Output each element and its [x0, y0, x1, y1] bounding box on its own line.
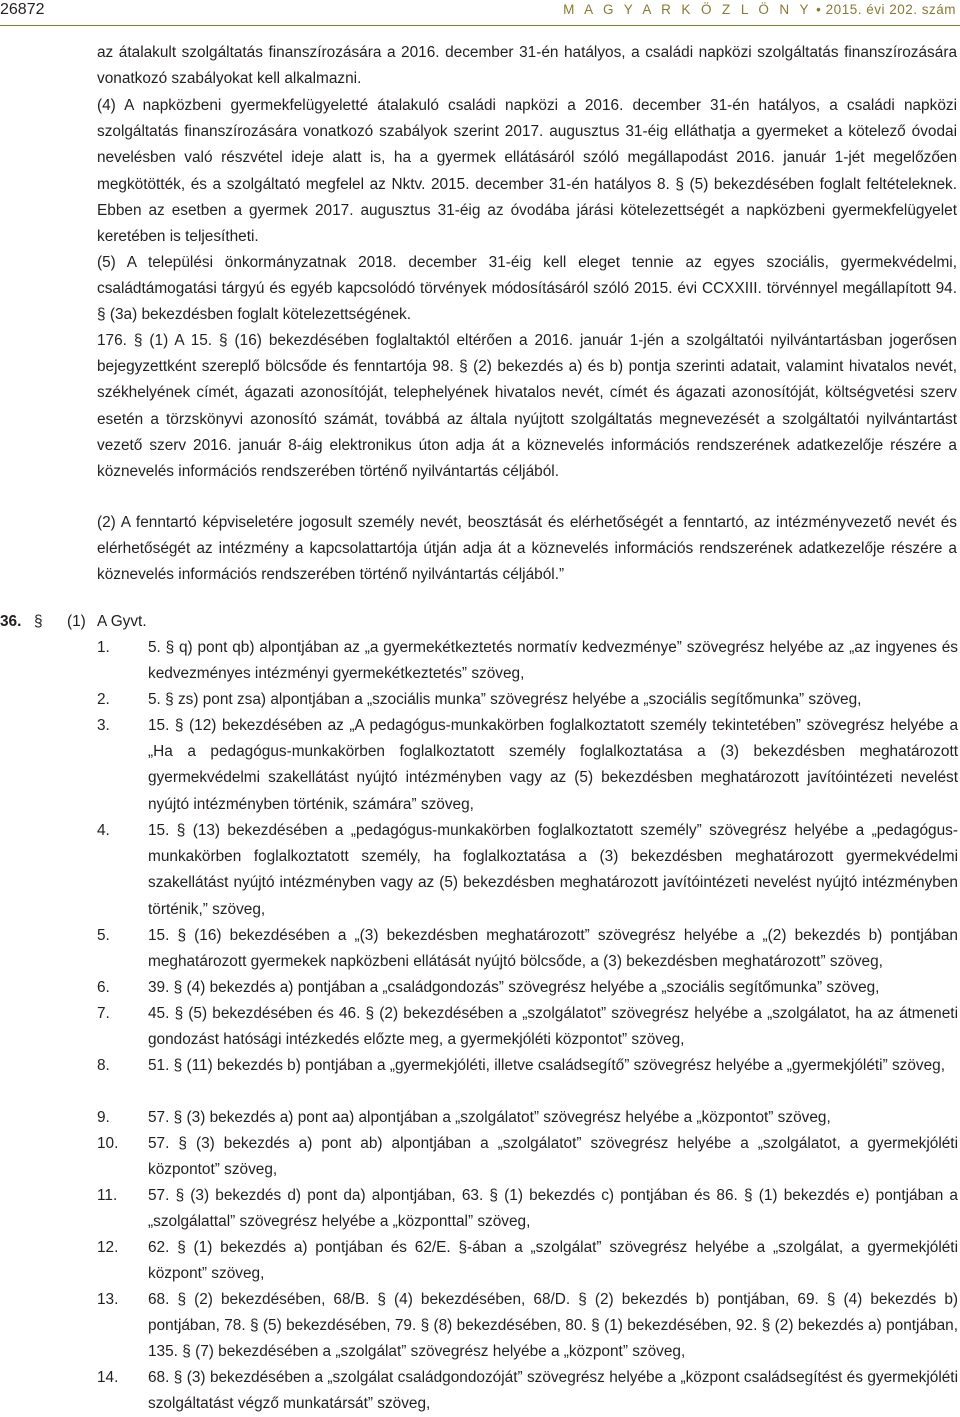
paragraph-176-1: 176. § (1) A 15. § (16) bekezdésében foglaltaktól eltérően a 2016. január 1-jén a szolgáltatói nyilvántartásban jogerősen bejegyzettként szereplő bölcsőde és fenntartója 98. § (2) bekezdés a) és b) pontja szerinti adatait, valamint hivatalos nevét, székhelyének címét, ágazati azonosítóját, telephelyének hivatalos nevét, címét és ágazati azonosítóját, költségvetési szerv esetén a törzskönyvi azonosító számát, továbbá az általa nyújtott szolgáltatás megnevezését a szolgáltatói nyilvántartást vezető szerv 2016. január 8-áig elektronikus úton adja át a köznevelés információs rendszerének adatkezelője részére a köznevelés információs rendszerében történő nyilvántartás céljából. — [97, 332, 957, 481]
paragraph-continuation: az átalakult szolgáltatás finanszírozására a 2016. december 31-én hatályos, a családi napközi szolgáltatás finanszírozására vonatkozó szabályokat kell alkalmazni. — [97, 44, 957, 88]
list-item-text: 57. § (3) bekezdés a) pont ab) alpontjában a „szolgálatot” szövegrész helyébe a „szolgálatot, a gyermekjóléti központot” szöveg, — [148, 1135, 958, 1179]
paragraph-5: (5) A települési önkormányzatnak 2018. december 31-éig kell eleget tennie az egyes szociális, gyermekvédelmi, családtámogatási tárgyú és egyéb kapcsolódó törvények módosításáról szóló 2015. évi CCXXIII. törvénnyel megállapított 94. § (3a) bekezdésben foglalt kötelezettségének. — [97, 254, 957, 324]
list-item-number: 14. — [97, 1369, 119, 1386]
title-separator: • — [816, 2, 822, 17]
list-item-text: 15. § (13) bekezdésében a „pedagógus-munkakörben foglalkoztatott személy” szövegrész helyébe a „pedagógus-munkakörben foglalkoztatott személy, ha foglalkoztatása a (3) bekezdésben meghatározott gyermekvédelmi szakellátást nyújtó intézményben vagy az (5) bekezdésben meghatározott javítóintézeti nevelést nyújtó intézményben történik,” szöveg, — [148, 822, 958, 918]
list-item-number: 6. — [97, 979, 110, 996]
publication-title — [563, 2, 956, 17]
list-item-number: 8. — [97, 1057, 110, 1074]
publication-name: M A G Y A R K Ö Z L Ö N Y — [563, 2, 812, 17]
issue-number: 2015. évi 202. szám — [825, 2, 956, 17]
list-item-number: 1. — [97, 639, 110, 656]
section-mark: § — [34, 613, 43, 630]
paragraph-4: (4) A napközbeni gyermekfelügyeletté átalakuló családi napközi a 2016. december 31-én hatályos, a családi napközi szolgáltatás finanszírozására vonatkozó szabályok szerint 2017. augusztus 31-éig elláthatja a gyermeket a kötelező óvodai nevelésben való részvétel ideje alatt is, ha a gyermek ellátásáról szóló megállapodást 2016. január 1-jét megelőzően megkötötték, és a szolgáltató megfelel az Nktv. 2015. december 31-én hatályos 8. § (5) bekezdésében foglalt feltételeknek. Ebben az esetben a gyermek 2017. augusztus 31-éig az óvodába járási kötelezettségét a napközbeni gyermekfelügyelet keretében is teljesítheti. — [97, 97, 957, 246]
list-item-text: 68. § (3) bekezdésében a „szolgálat családgondozóját” szövegrész helyébe a „központ családsegítést és gyermekjóléti szolgáltatást végző munkatársát” szöveg, — [148, 1369, 958, 1413]
list-item-text: 5. § zs) pont zsa) alpontjában a „szociális munka” szövegrész helyébe a „szociális segítőmunka” szöveg, — [148, 691, 862, 708]
list-item-number: 13. — [97, 1291, 119, 1308]
list-item-text: 39. § (4) bekezdés a) pontjában a „családgondozás” szövegrész helyébe a „szociális segítőmunka” szöveg, — [148, 979, 880, 996]
subsection-number: (1) — [67, 613, 86, 630]
list-item-number: 12. — [97, 1239, 119, 1256]
paragraph-176-2: (2) A fenntartó képviseletére jogosult személy nevét, beosztását és elérhetőségét a fenntartó, az intézményvezető nevét és elérhetőségét az intézmény a kapcsolattartója útján adja át a köznevelés információs rendszerének adatkezelője részére a köznevelés információs rendszerében történő nyilvántartás céljából.” — [97, 514, 957, 584]
list-item-number: 2. — [97, 691, 110, 708]
list-item-text: 51. § (11) bekezdés b) pontjában a „gyermekjóléti, illetve családsegítő” szövegrész helyébe a „gyermekjóléti” szöveg, — [148, 1057, 946, 1074]
list-item-number: 7. — [97, 1005, 110, 1022]
list-item-number: 3. — [97, 717, 110, 734]
page-number: 26872 — [0, 1, 45, 18]
list-item-text: 57. § (3) bekezdés d) pont da) alpontjában, 63. § (1) bekezdés c) pontjában és 86. § (1) bekezdés e) pontjában a „szolgálattal” szövegrész helyébe a „központtal” szöveg, — [148, 1187, 958, 1231]
list-item-number: 4. — [97, 822, 110, 839]
list-item-number: 10. — [97, 1135, 119, 1152]
list-item-text: 15. § (12) bekezdésében az „A pedagógus-munkakörben foglalkoztatott személy tekintetében” szövegrész helyébe a „Ha a pedagógus-munkakörben foglalkoztatott személy foglalkoztatása a (3) bekezdésben meghatározott gyermekvédelmi szakellátást nyújtó intézményben vagy az (5) bekezdésben meghatározott javítóintézeti nevelést nyújtó intézményben történik, számára” szöveg, — [148, 717, 958, 813]
list-item-text: 15. § (16) bekezdésében a „(3) bekezdésben meghatározott” szövegrész helyébe a „(2) bekezdés b) pontjában meghatározott gyermekek napközbeni ellátását nyújtó bölcsőde, a (3) bekezdésben meghatározott” szöveg, — [148, 927, 958, 971]
list-item-number: 5. — [97, 927, 110, 944]
page-header — [0, 0, 960, 26]
list-item-number: 9. — [97, 1109, 110, 1126]
section-heading-text: A Gyvt. — [97, 613, 147, 630]
header-rule — [0, 25, 960, 26]
list-item-text: 45. § (5) bekezdésében és 46. § (2) bekezdésében a „szolgálatot” szövegrész helyébe a „szolgálatot, ha az átmeneti gondozást hatósági intézkedés előzte meg, a gyermekjóléti központot” szöveg, — [148, 1005, 958, 1049]
list-item-text: 62. § (1) bekezdés a) pontjában és 62/E. §-ában a „szolgálat” szövegrész helyébe a „szolgálat, a gyermekjóléti központ” szöveg, — [148, 1239, 958, 1283]
list-item-text: 5. § q) pont qb) alpontjában az „a gyermekétkeztetés normatív kedvezménye” szövegrész helyébe az „az ingyenes és kedvezményes intézményi gyermekétkeztetés” szöveg, — [148, 639, 958, 683]
section-number: 36. — [0, 613, 22, 630]
list-item-number: 11. — [97, 1187, 118, 1204]
list-item-text: 57. § (3) bekezdés a) pont aa) alpontjában a „szolgálatot” szövegrész helyébe a „központot” szöveg, — [148, 1109, 831, 1126]
list-item-text: 68. § (2) bekezdésében, 68/B. § (4) bekezdésében, 68/D. § (2) bekezdés b) pontjában, 69. § (4) bekezdés b) pontjában, 78. § (5) bekezdésében, 79. § (8) bekezdésében, 80. § (1) bekezdésében, 92. § (2) bekezdés a) pontjában, 135. § (7) bekezdésében a „szolgálat” szövegrész helyébe a „központ” szöveg, — [148, 1291, 958, 1361]
